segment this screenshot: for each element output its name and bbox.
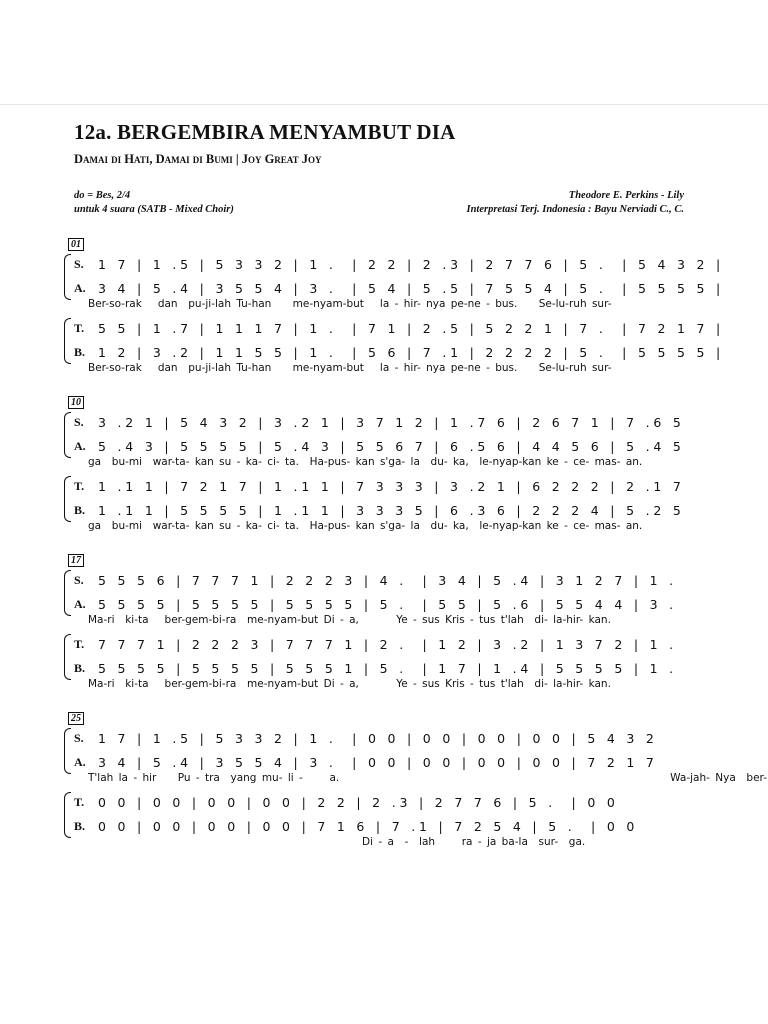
upper-staff-bracket xyxy=(64,254,71,300)
voice-label-soprano: S. xyxy=(74,573,84,587)
music-system-3 xyxy=(62,554,694,694)
alto-line xyxy=(72,594,692,614)
upper-staff-bracket xyxy=(64,728,71,774)
bass-notes: 1 .1 1 | 5 5 5 5 | 1 .1 1 | 3 3 3 5 | 6 .3 6 | 2 2 2 4 | 5 .2 5 xyxy=(98,503,685,518)
voice-label-tenor: T. xyxy=(74,479,85,493)
voice-label-bass: B. xyxy=(74,661,86,675)
measure-number: 17 xyxy=(68,554,84,567)
composer-credit: Theodore E. Perkins - Lily xyxy=(568,190,684,201)
alto-line xyxy=(72,436,692,456)
voice-label-tenor: T. xyxy=(74,795,85,809)
soprano-line xyxy=(72,254,725,274)
lyrics-upper: ga bu-mi war-ta- kan su - ka- ci- ta. Ha-pus- kan s'ga- la du- ka, le-nyap-kan ke - ce- mas- an. xyxy=(88,456,643,468)
measure-number: 10 xyxy=(68,396,84,409)
upper-staff-bracket xyxy=(64,412,71,458)
key-time-signature: do = Bes, 2/4 xyxy=(74,190,131,201)
soprano-line xyxy=(72,728,692,748)
lyrics-lower: Di - a - lah ra - ja ba-la sur- ga. xyxy=(362,836,586,848)
soprano-notes: 1 7 | 1 .5 | 5 3 3 2 | 1 . | 2 2 | 2 .3 | 2 7 7 6 | 5 . | 5 4 3 2 | xyxy=(98,257,725,272)
bass-notes: 1 2 | 3 .2 | 1 1 5 5 | 1 . | 5 6 | 7 .1 | 2 2 2 2 | 5 . | 5 5 5 5 | xyxy=(98,345,725,360)
alto-line xyxy=(72,278,725,298)
alto-notes: 3 4 | 5 .4 | 3 5 5 4 | 3 . | 5 4 | 5 .5 | 7 5 5 4 | 5 . | 5 5 5 5 | xyxy=(98,281,725,296)
lyrics-upper: Ber-so-rak dan pu-ji-lah Tu-han me-nyam-but la - hir- nya pe-ne - bus. Se-lu-ruh sur- xyxy=(88,298,612,310)
voice-label-soprano: S. xyxy=(74,415,84,429)
voice-label-alto: A. xyxy=(74,439,86,453)
voices-note: untuk 4 suara (SATB - Mixed Choir) xyxy=(74,204,234,215)
voice-label-soprano: S. xyxy=(74,257,84,271)
voice-label-tenor: T. xyxy=(74,637,85,651)
song-subtitle: Damai di Hati, Damai di Bumi | Joy Great Joy xyxy=(74,152,322,166)
tenor-line xyxy=(72,476,692,496)
tenor-line xyxy=(72,792,692,812)
tenor-notes: 5 5 | 1 .7 | 1 1 1 7 | 1 . | 7 1 | 2 .5 | 5 2 2 1 | 7 . | 7 2 1 7 | xyxy=(98,321,725,336)
lyrics-upper: T'lah la - hir Pu - tra yang mu- li - a. Wa-jah- Nya ber- xyxy=(88,772,767,784)
alto-line xyxy=(72,752,692,772)
song-title: 12a. BERGEMBIRA MENYAMBUT DIA xyxy=(74,120,456,144)
alto-notes: 5 .4 3 | 5 5 5 5 | 5 .4 3 | 5 5 6 7 | 6 .5 6 | 4 4 5 6 | 5 .4 5 xyxy=(98,439,685,454)
tenor-notes: 1 .1 1 | 7 2 1 7 | 1 .1 1 | 7 3 3 3 | 3 .2 1 | 6 2 2 2 | 2 .1 7 xyxy=(98,479,685,494)
tenor-notes: 7 7 7 1 | 2 2 2 3 | 7 7 7 1 | 2 . | 1 2 | 3 .2 | 1 3 7 2 | 1 . xyxy=(98,637,677,652)
voice-label-bass: B. xyxy=(74,503,86,517)
soprano-notes: 1 7 | 1 .5 | 5 3 3 2 | 1 . | 0 0 | 0 0 | 0 0 | 0 0 | 5 4 3 2 xyxy=(98,731,658,746)
voice-label-alto: A. xyxy=(74,597,86,611)
soprano-notes: 3 .2 1 | 5 4 3 2 | 3 .2 1 | 3 7 1 2 | 1 .7 6 | 2 6 7 1 | 7 .6 5 xyxy=(98,415,685,430)
translator-credit: Interpretasi Terj. Indonesia : Bayu Nerviadi C., C. xyxy=(466,204,684,215)
tenor-line xyxy=(72,634,692,654)
voice-label-alto: A. xyxy=(74,755,86,769)
bass-line xyxy=(72,342,725,362)
music-system-1 xyxy=(62,238,725,378)
measure-number: 25 xyxy=(68,712,84,725)
bass-notes: 0 0 | 0 0 | 0 0 | 0 0 | 7 1 6 | 7 .1 | 7 2 5 4 | 5 . | 0 0 xyxy=(98,819,639,834)
voice-label-bass: B. xyxy=(74,345,86,359)
soprano-line xyxy=(72,412,692,432)
upper-staff-bracket xyxy=(64,570,71,616)
measure-number: 01 xyxy=(68,238,84,251)
lyrics-lower: Ma-ri ki-ta ber-gem-bi-ra me-nyam-but Di - a, Ye - sus Kris - tus t'lah di- la-hir- kan. xyxy=(88,678,611,690)
music-system-2 xyxy=(62,396,694,536)
bass-notes: 5 5 5 5 | 5 5 5 5 | 5 5 5 1 | 5 . | 1 7 | 1 .4 | 5 5 5 5 | 1 . xyxy=(98,661,677,676)
tenor-line xyxy=(72,318,725,338)
lower-staff-bracket xyxy=(64,476,71,522)
top-divider xyxy=(0,104,768,105)
bass-line xyxy=(72,500,692,520)
lyrics-lower: ga bu-mi war-ta- kan su - ka- ci- ta. Ha-pus- kan s'ga- la du- ka, le-nyap-kan ke - ce- mas- an. xyxy=(88,520,643,532)
alto-notes: 3 4 | 5 .4 | 3 5 5 4 | 3 . | 0 0 | 0 0 | 0 0 | 0 0 | 7 2 1 7 xyxy=(98,755,658,770)
voice-label-bass: B. xyxy=(74,819,86,833)
lyrics-lower: Ber-so-rak dan pu-ji-lah Tu-han me-nyam-but la - hir- nya pe-ne - bus. Se-lu-ruh sur- xyxy=(88,362,612,374)
lower-staff-bracket xyxy=(64,792,71,838)
soprano-notes: 5 5 5 6 | 7 7 7 1 | 2 2 2 3 | 4 . | 3 4 | 5 .4 | 3 1 2 7 | 1 . xyxy=(98,573,677,588)
lower-staff-bracket xyxy=(64,318,71,364)
voice-label-tenor: T. xyxy=(74,321,85,335)
voice-label-soprano: S. xyxy=(74,731,84,745)
alto-notes: 5 5 5 5 | 5 5 5 5 | 5 5 5 5 | 5 . | 5 5 | 5 .6 | 5 5 4 4 | 3 . xyxy=(98,597,677,612)
lyrics-upper: Ma-ri ki-ta ber-gem-bi-ra me-nyam-but Di - a, Ye - sus Kris - tus t'lah di- la-hir- kan. xyxy=(88,614,611,626)
bass-line xyxy=(72,816,692,836)
bass-line xyxy=(72,658,692,678)
voice-label-alto: A. xyxy=(74,281,86,295)
lower-staff-bracket xyxy=(64,634,71,680)
soprano-line xyxy=(72,570,692,590)
music-system-4 xyxy=(62,712,767,852)
tenor-notes: 0 0 | 0 0 | 0 0 | 0 0 | 2 2 | 2 .3 | 2 7 7 6 | 5 . | 0 0 xyxy=(98,795,619,810)
